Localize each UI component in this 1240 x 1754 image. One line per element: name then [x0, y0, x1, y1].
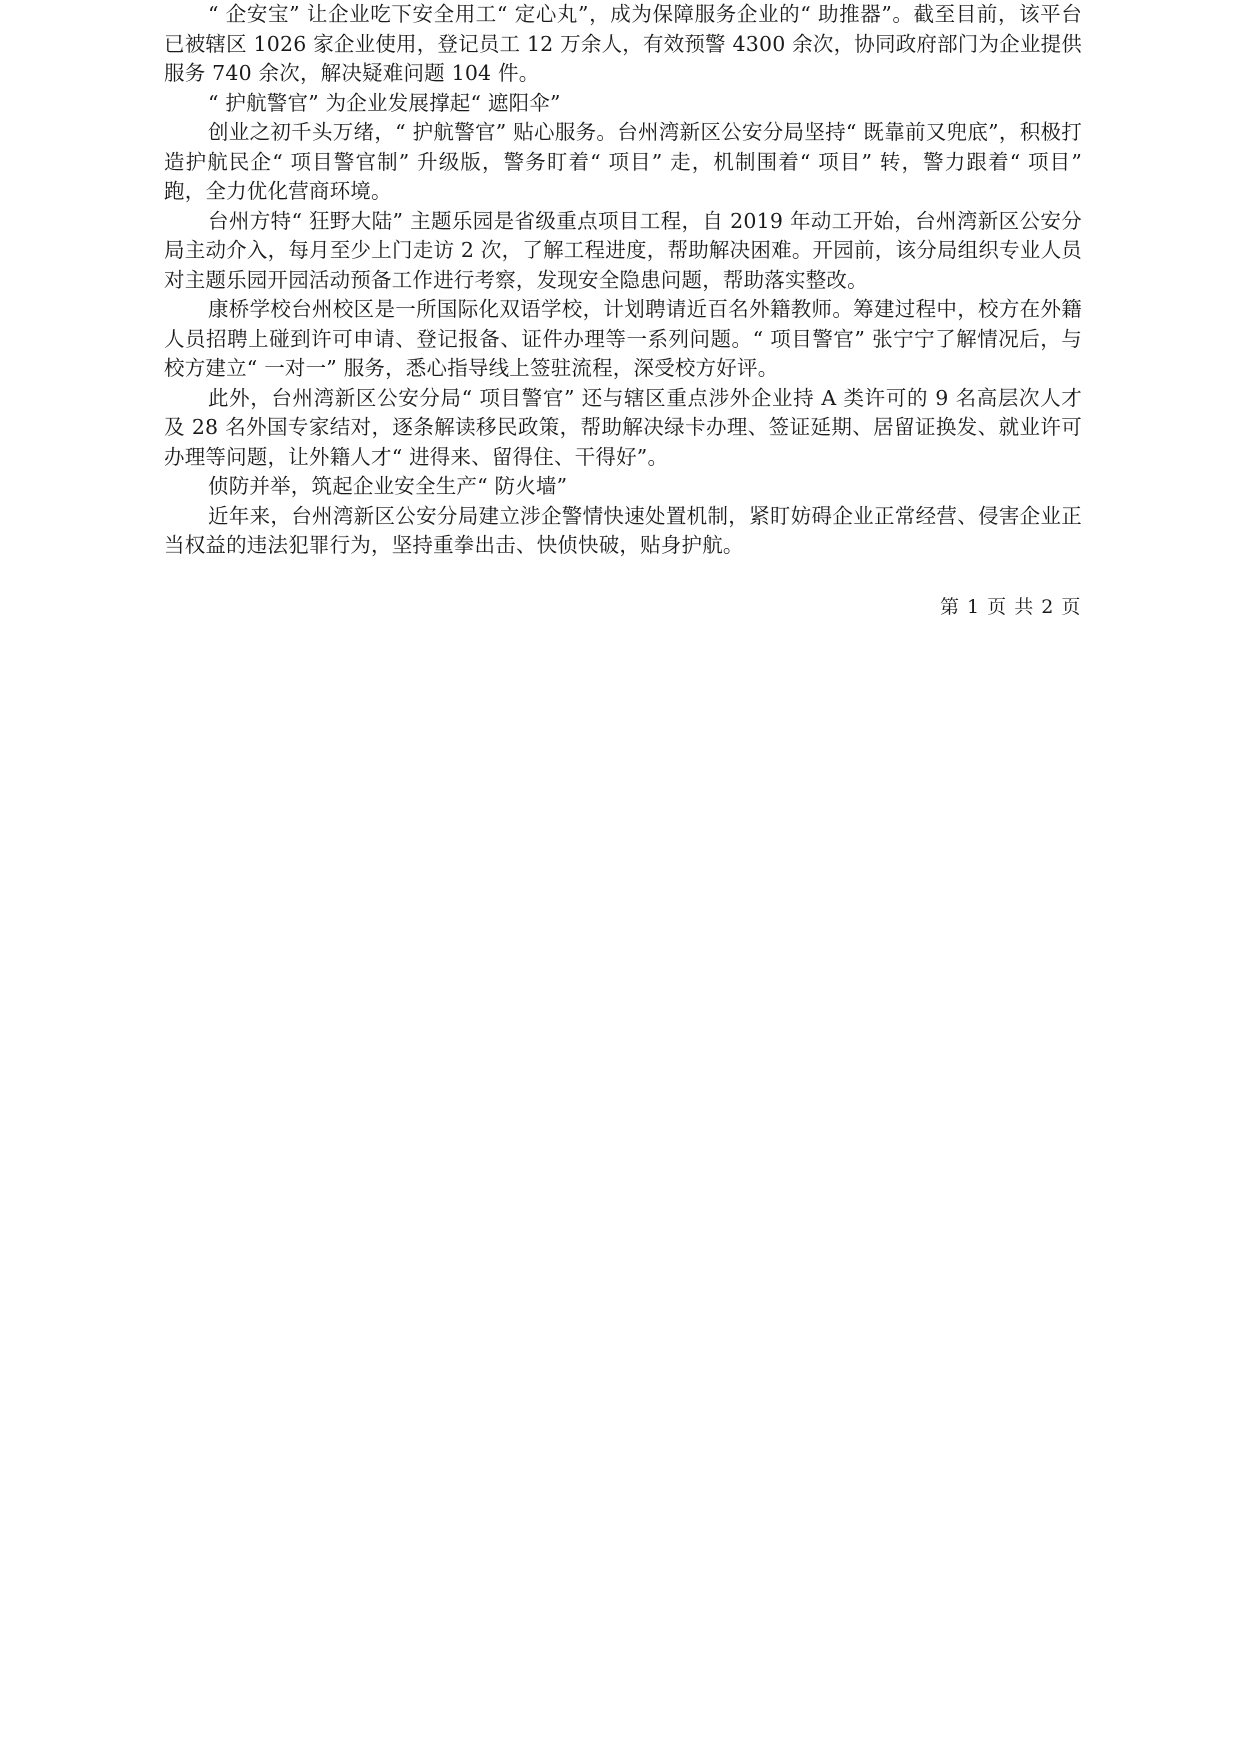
paragraph-chuangye: 创业之初千头万绪，“ 护航警官” 贴心服务。台州湾新区公安分局坚持“ 既靠前又兜底”，积极打造护航民企“ 项目警官制” 升级版，警务盯着“ 项目” 走，机制围着“ 项目” 转，警力跟着“ 项目” 跑，全力优化营商环境。	[164, 120, 1082, 203]
section-heading-huhang: “ 护航警官” 为企业发展撑起“ 遮阳伞”	[208, 90, 561, 115]
paragraph-kangqiao: 康桥学校台州校区是一所国际化双语学校，计划聘请近百名外籍教师。筹建过程中，校方在外籍人员招聘上碰到许可申请、登记报备、证件办理等一系列问题。“ 项目警官” 张宁宁了解情况后，与校方建立“ 一对一” 服务，悉心指导线上签驻流程，深受校方好评。	[164, 297, 1082, 380]
page-number-footer: 第 1 页 共 2 页	[940, 596, 1082, 618]
paragraph-jinnianlai: 近年来，台州湾新区公安分局建立涉企警情快速处置机制，紧盯妨碍企业正常经营、侵害企业正当权益的违法犯罪行为，坚持重拳出击、快侦快破，贴身护航。	[164, 503, 1082, 557]
paragraph-ciwai: 此外，台州湾新区公安分局“ 项目警官” 还与辖区重点涉外企业持 A 类许可的 9 名高层次人才及 28 名外国专家结对，逐条解读移民政策，帮助解决绿卡办理、签证延期、居留证换发、就业许可办理等问题，让外籍人才“ 进得来、留得住、干得好”。	[164, 385, 1082, 469]
section-heading-zhenfang: 侦防并举，筑起企业安全生产“ 防火墙”	[208, 474, 568, 498]
document-body	[164, 0, 1082, 561]
paragraph-qianbao: “ 企安宝” 让企业吃下安全用工“ 定心丸”，成为保障服务企业的“ 助推器”。截至目前，该平台已被辖区 1026 家企业使用，登记员工 12 万余人，有效预警 4300 余次，协同政府部门为企业提供服务 740 余次，解决疑难问题 104 件。	[164, 2, 1082, 85]
paragraph-fangte: 台州方特“ 狂野大陆” 主题乐园是省级重点项目工程，自 2019 年动工开始，台州湾新区公安分局主动介入，每月至少上门走访 2 次，了解工程进度，帮助解决困难。开园前，该分局组织专业人员对主题乐园开园活动预备工作进行考察，发现安全隐患问题，帮助落实整改。	[164, 208, 1082, 292]
